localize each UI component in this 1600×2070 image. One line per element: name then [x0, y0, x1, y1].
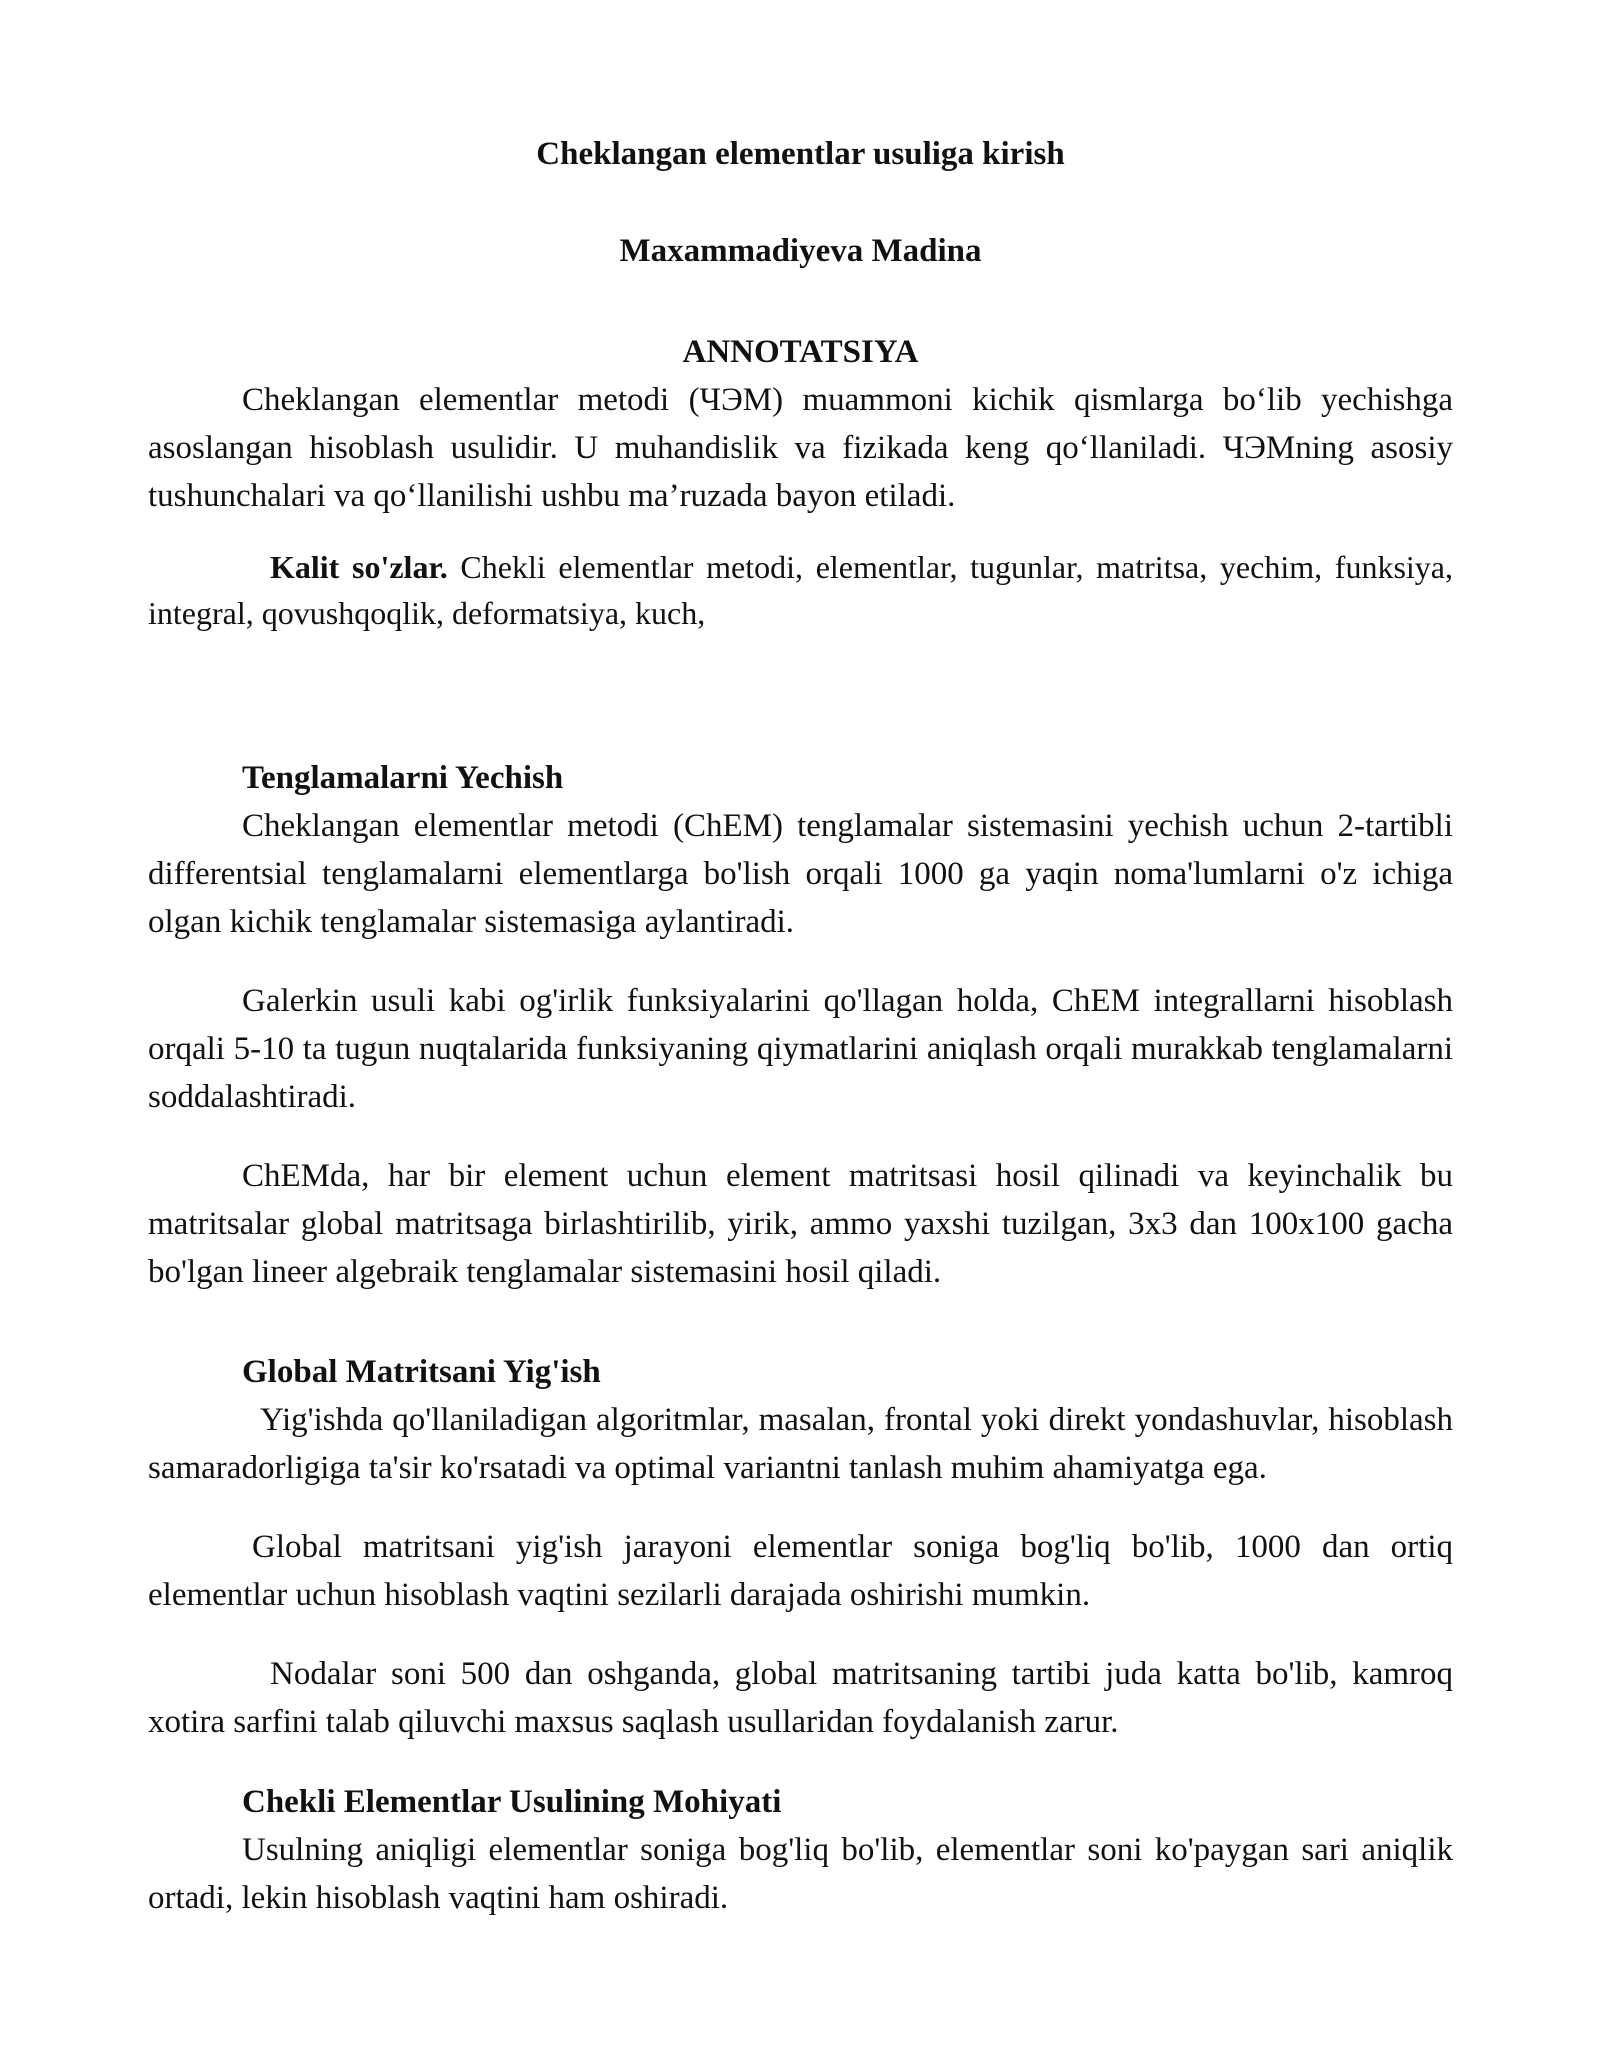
section-paragraph: Nodalar soni 500 dan oshganda, global matritsaning tartibi juda katta bo'lib, kamroq xotira sarfini talab qiluvchi maxsus saqlash usullaridan foydalanish zarur.	[148, 1656, 1453, 1740]
keywords-label: Kalit so'zlar.	[270, 549, 448, 585]
author-name: Maxammadiyeva Madina	[619, 233, 982, 269]
section-paragraph: Usulning aniqligi elementlar soniga bog'liq bo'lib, elementlar soni ko'paygan sari aniqlik ortadi, lekin hisoblash vaqtini ham oshiradi.	[148, 1832, 1453, 1916]
section-paragraph: Galerkin usuli kabi og'irlik funksiyalarini qo'llagan holda, ChEM integrallarni hisoblash orqali 5-10 ta tugun nuqtalarida funksiyaning qiymatlarini aniqlash orqali murakkab tenglamalarni soddalashtiradi.	[148, 983, 1453, 1115]
keywords-text: Chekli elementlar metodi, elementlar, tugunlar, matritsa, yechim, funksiya, integral, qovushqoqlik, deformatsiya, kuch,	[148, 549, 1454, 631]
section-heading-chekli-elementlar-mohiyati: Chekli Elementlar Usulining Mohiyati	[242, 1784, 782, 1820]
section-heading-global-matritsani-yigish: Global Matritsani Yig'ish	[242, 1354, 601, 1390]
document-page	[148, 120, 1453, 1922]
section-paragraph: Global matritsani yig'ish jarayoni elementlar soniga bog'liq bo'lib, 1000 dan ortiq elementlar uchun hisoblash vaqtini sezilarli darajada oshirishi mumkin.	[148, 1529, 1453, 1613]
annotation-paragraph: Cheklangan elementlar metodi (ЧЭМ) muammoni kichik qismlarga bo‘lib yechishga asoslangan hisoblash usulidir. U muhandislik va fizikada keng qo‘llaniladi. ЧЭМning asosiy tushunchalari va qo‘llanilishi ushbu ma’ruzada bayon etiladi.	[148, 382, 1453, 514]
document-title: Cheklangan elementlar usuliga kirish	[536, 136, 1065, 172]
keywords-paragraph	[148, 544, 1453, 636]
section-paragraph: ChEMda, har bir element uchun element matritsasi hosil qilinadi va keyinchalik bu matritsalar global matritsaga birlashtirilib, yirik, ammo yaxshi tuzilgan, 3x3 dan 100x100 gacha bo'lgan lineer algebraik tenglamalar sistemasini hosil qiladi.	[148, 1158, 1453, 1290]
section-paragraph: Yig'ishda qo'llaniladigan algoritmlar, masalan, frontal yoki direkt yondashuvlar, hisoblash samaradorligiga ta'sir ko'rsatadi va optimal variantni tanlash muhim ahamiyatga ega.	[148, 1402, 1453, 1486]
annotation-heading: ANNOTATSIYA	[682, 334, 919, 370]
section-heading-tenglamalarni-yechish: Tenglamalarni Yechish	[242, 760, 564, 796]
section-paragraph: Cheklangan elementlar metodi (ChEM) tenglamalar sistemasini yechish uchun 2-tartibli differentsial tenglamalarni elementlarga bo'lish orqali 1000 ga yaqin noma'lumlarni o'z ichiga olgan kichik tenglamalar sistemasiga aylantiradi.	[148, 808, 1453, 940]
